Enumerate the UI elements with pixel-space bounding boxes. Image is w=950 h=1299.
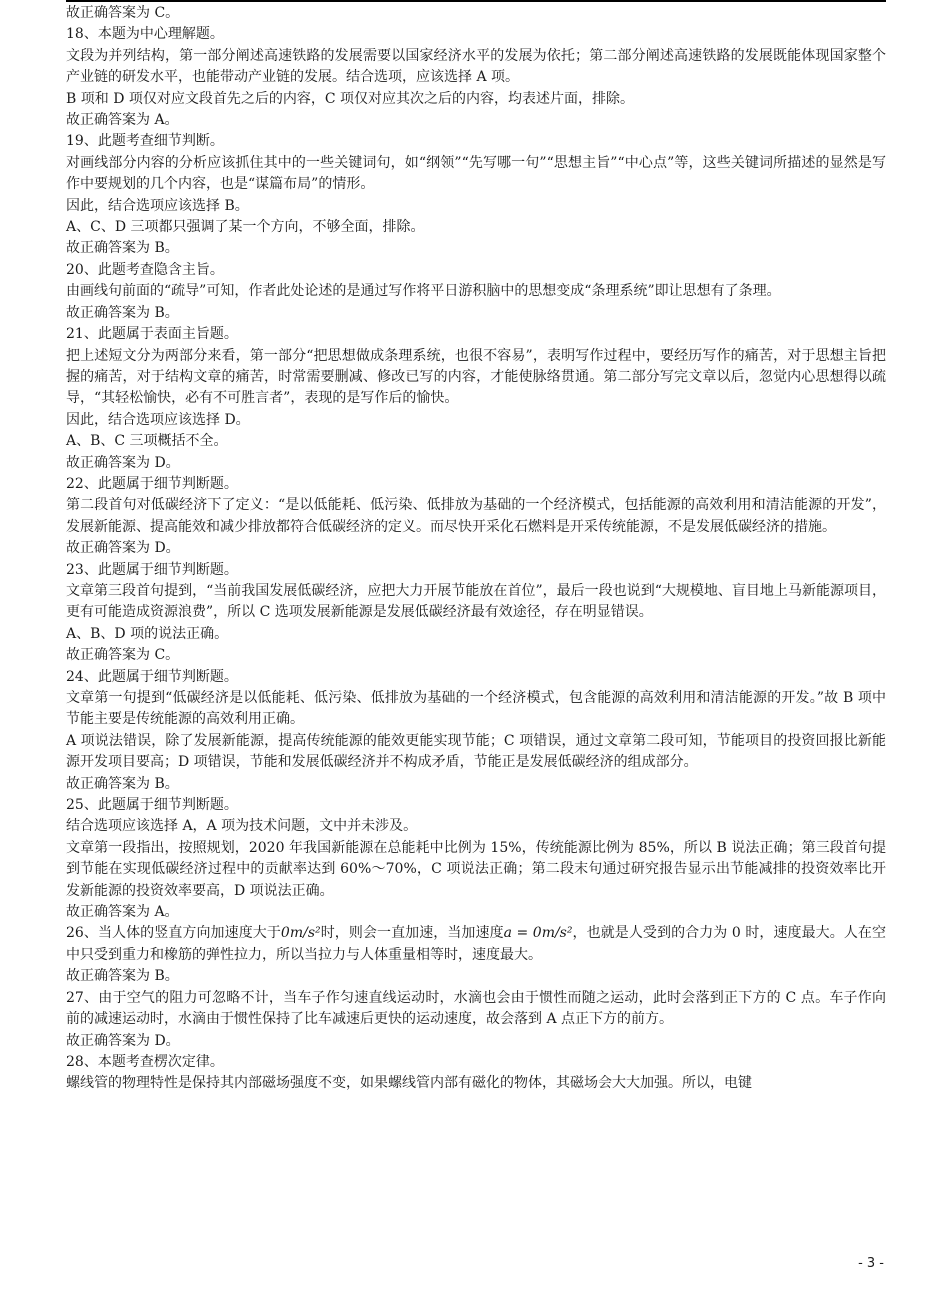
- text-line: 文章第三段首句提到，“当前我国发展低碳经济，应把大力开展节能放在首位”，最后一段也说到“大规模地、盲目地上马新能源项目，更有可能造成资源浪费”，所以 C 选项发展新能源是发展低碳经济最有效途径，存在明显错误。: [66, 582, 886, 621]
- text-line: 文章第一句提到“低碳经济是以低能耗、低污染、低排放为基础的一个经济模式，包含能源的高效利用和清洁能源的开发。”故 B 项中节能主要是传统能源的高效利用正确。: [66, 690, 886, 728]
- text-line: 故正确答案为 B。: [66, 968, 179, 985]
- text-line: 对画线部分内容的分析应该抓住其中的一些关键词句，如“纲领”“先写哪一句”“思想主旨”“中心点”等，这些关键词所描述的显然是写作中要规划的几个内容，也是“谋篇布局”的情形。: [66, 154, 886, 193]
- question-heading: 23、此题属于细节判断题。: [66, 561, 238, 578]
- answer-text: [66, 3, 886, 1095]
- text-line: 因此，结合选项应该选择 B。: [66, 197, 249, 214]
- text-line: 由画线句前面的“疏导”可知，作者此处论述的是通过写作将平日游积脑中的思想变成“条理系统”即让思想有了条理。: [66, 283, 781, 300]
- text-line: 故正确答案为 A。: [66, 112, 179, 129]
- question-heading: 20、此题考查隐含主旨。: [66, 261, 224, 278]
- text-line: 因此，结合选项应该选择 D。: [66, 411, 250, 428]
- text-line: 故正确答案为 A。: [66, 904, 179, 921]
- question-heading: 22、此题属于细节判断题。: [66, 475, 238, 492]
- question-26: [66, 923, 886, 966]
- text-line: 螺线管的物理特性是保持其内部磁场强度不变，如果螺线管内部有磁化的物体，其磁场会大大加强。所以，电键: [66, 1075, 752, 1092]
- text-line: A、B、D 项的说法正确。: [66, 625, 229, 642]
- text-line: 27、由于空气的阻力可忽略不计，当车子作匀速直线运动时，水滴也会由于惯性而随之运动，此时会落到正下方的 C 点。车子作向前的减速运动时，水滴由于惯性保持了比车减速后更快的运动速度，故会落到 A 点正下方的前方。: [66, 989, 886, 1028]
- page-number: - 3 -: [858, 1256, 884, 1271]
- text-line: 故正确答案为 C。: [66, 5, 180, 21]
- text-line: 文章第一段指出，按照规划，2020 年我国新能源在总能耗中比例为 15%，传统能源比例为 85%，所以 B 说法正确；第三段首句提到节能在实现低碳经济过程中的贡献率达到 60%～70%，C 项说法正确；第二段末句通过研究报告显示出节能减排的投资效率比开发新能源的投资效率要高，D 项说法正确。: [66, 839, 886, 899]
- math-formula: a = 0m/s²: [503, 925, 573, 942]
- text-line: 文段为并列结构，第一部分阐述高速铁路的发展需要以国家经济水平的发展为依托；第二部分阐述高速铁路的发展既能体现国家整个产业链的研发水平，也能带动产业链的发展。结合选项，应该选择 A 项。: [66, 47, 886, 86]
- text-line: 故正确答案为 C。: [66, 647, 180, 664]
- question-heading: 21、此题属于表面主旨题。: [66, 326, 238, 343]
- text-line: B 项和 D 项仅对应文段首先之后的内容，C 项仅对应其次之后的内容，均表述片面，排除。: [66, 90, 635, 107]
- text-line: 把上述短文分为两部分来看，第一部分“把思想做成条理系统，也很不容易”，表明写作过程中，要经历写作的痛苦，对于思想主旨把握的痛苦，对于结构文章的痛苦，时常需要删减、修改已写的内容，才能使脉络贯通。第二部分写完文章以后，忽觉内心思想得以疏导，“其轻松愉快，必有不可胜言者”，表现的是写作后的愉快。: [66, 347, 886, 407]
- text-line: 结合选项应该选择 A，A 项为技术问题，文中并未涉及。: [66, 818, 418, 835]
- q26-text: 时，则会一直加速，当加速度: [320, 925, 504, 942]
- question-heading: 19、此题考查细节判断。: [66, 133, 224, 150]
- math-formula: 0m/s²: [280, 925, 321, 942]
- top-rule: [66, 0, 886, 2]
- text-line: 故正确答案为 D。: [66, 540, 180, 557]
- question-heading: 24、此题属于细节判断题。: [66, 668, 238, 685]
- text-line: 故正确答案为 D。: [66, 1032, 180, 1049]
- q26-text: ，也就是人受到的合力为 0 时，速度最大。人在空中只受到重力和橡筋的弹性拉力，所以当拉力与人体重量相等时，速度最大。: [66, 925, 886, 963]
- text-line: A、C、D 三项都只强调了某一个方向，不够全面，排除。: [66, 219, 425, 236]
- text-line: 故正确答案为 B。: [66, 304, 179, 321]
- text-line: 第二段首句对低碳经济下了定义：“是以低能耗、低污染、低排放为基础的一个经济模式，包括能源的高效利用和清洁能源的开发”，发展新能源、提高能效和减少排放都符合低碳经济的定义。而尽快开采化石燃料是开采传统能源，不是发展低碳经济的措施。: [66, 497, 886, 535]
- text-line: 故正确答案为 B。: [66, 775, 179, 792]
- text-line: A 项说法错误，除了发展新能源，提高传统能源的能效更能实现节能；C 项错误，通过文章第二段可知，节能项目的投资回报比新能源开发项目要高；D 项错误，节能和发展低碳经济并不构成矛盾，节能正是发展低碳经济的组成部分。: [66, 732, 886, 771]
- q26-text: 26、当人体的竖直方向加速度大于: [66, 925, 281, 942]
- question-heading: 25、此题属于细节判断题。: [66, 797, 238, 814]
- question-heading: 18、本题为中心理解题。: [66, 26, 224, 43]
- text-line: 故正确答案为 D。: [66, 454, 180, 471]
- text-line: 故正确答案为 B。: [66, 240, 179, 257]
- text-line: A、B、C 三项概括不全。: [66, 433, 228, 450]
- question-heading: 28、本题考查楞次定律。: [66, 1053, 224, 1070]
